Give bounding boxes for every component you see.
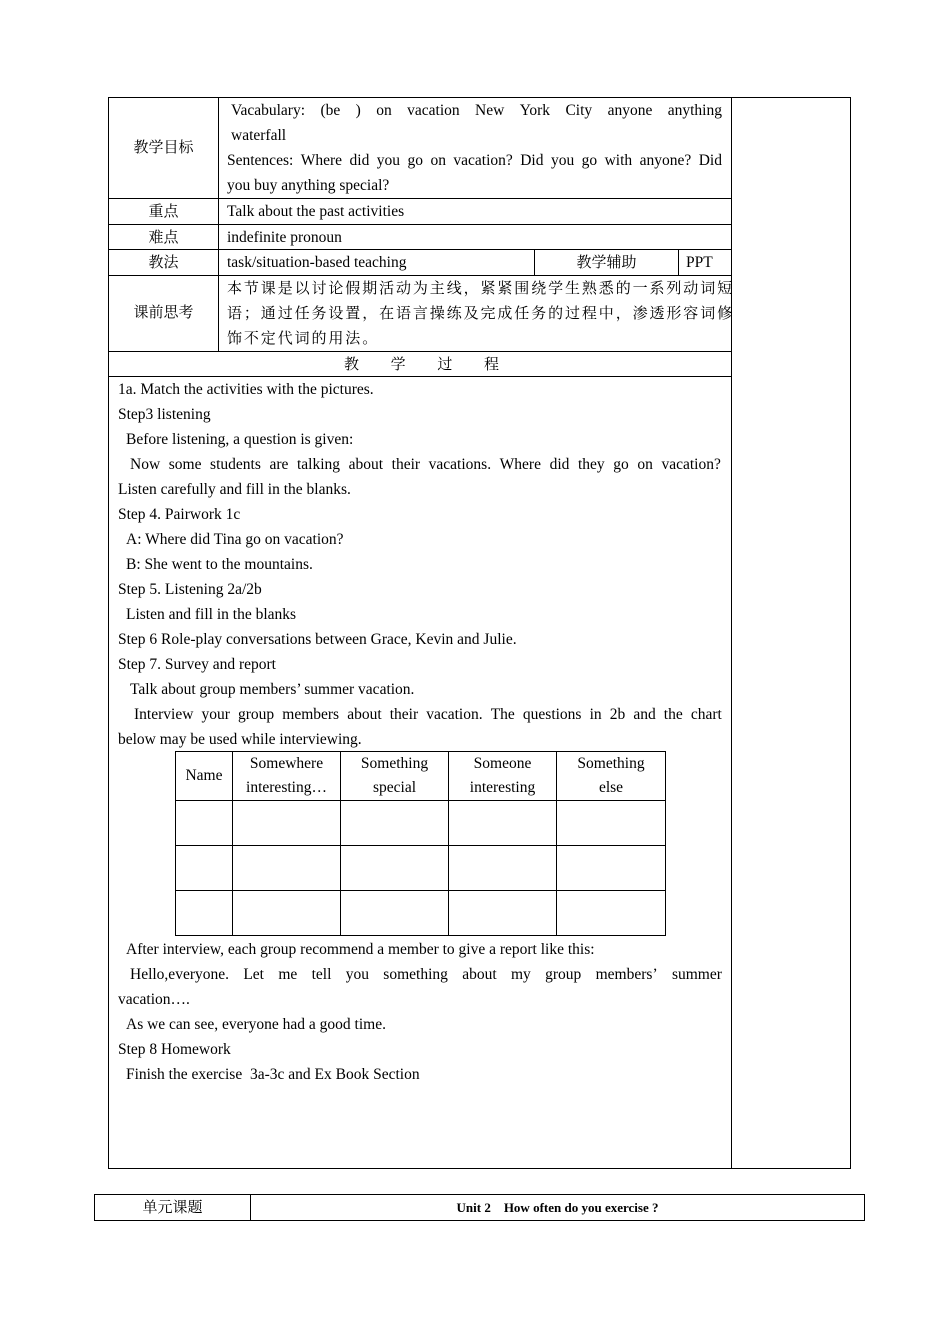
difficult-point-value: indefinite pronoun xyxy=(227,229,342,246)
vocabulary-line-2: waterfall xyxy=(231,127,287,144)
report-intro: After interview, each group recommend a member to give a report like this: xyxy=(126,941,595,958)
step-3-heading: Step3 listening xyxy=(118,406,211,423)
step-3-instruction-line-1 xyxy=(130,452,721,477)
sentence-word: go xyxy=(581,152,598,169)
step-7-heading: Step 7. Survey and report xyxy=(118,656,276,673)
sentence-word: did xyxy=(349,152,370,169)
instruction-word: did xyxy=(549,456,570,473)
survey-cell[interactable] xyxy=(233,891,341,936)
unit-label: 单元课题 xyxy=(142,1198,203,1216)
instruction-word: talking xyxy=(296,456,341,473)
right-margin-column-divider xyxy=(731,97,732,1169)
vocabulary-word: (be xyxy=(320,102,341,119)
survey-header-something-else: Something else xyxy=(557,752,666,801)
survey-cell[interactable] xyxy=(233,801,341,846)
instruction-word: vacation. xyxy=(426,706,483,723)
vocabulary-word: York xyxy=(519,102,551,119)
sentence-word: anyone? xyxy=(639,152,692,169)
unit-table xyxy=(94,1194,865,1221)
process-header-char: 学 xyxy=(390,355,406,373)
report-word: Let xyxy=(243,966,264,983)
instruction-word: their xyxy=(391,456,421,473)
process-header xyxy=(344,352,499,376)
instruction-word: are xyxy=(269,456,289,473)
survey-table xyxy=(175,751,666,936)
report-word: me xyxy=(278,966,298,983)
survey-row xyxy=(176,846,666,891)
report-word: Hello,everyone. xyxy=(130,966,229,983)
report-word: something xyxy=(383,966,448,983)
survey-cell[interactable] xyxy=(557,891,666,936)
sentences-line-2: you buy anything special? xyxy=(227,177,390,194)
step-6-heading: Step 6 Role-play conversations between Grace, Kevin and Julie. xyxy=(118,631,517,648)
key-point-label: 重点 xyxy=(148,202,179,220)
key-point-value: Talk about the past activities xyxy=(227,203,405,220)
method-value: task/situation-based teaching xyxy=(227,254,407,271)
report-word: you xyxy=(345,966,369,983)
instruction-word: vacations. xyxy=(428,456,492,473)
vocabulary-word: anyone xyxy=(607,102,653,119)
survey-cell[interactable] xyxy=(176,891,233,936)
reflection-line-2: 语；通过任务设置，在语言操练及完成任务的过程中，渗透形容词修 xyxy=(227,304,735,322)
step-4-dialog-b: B: She went to the mountains. xyxy=(126,556,313,573)
step-7-talk: Talk about group members’ summer vacation. xyxy=(130,681,415,698)
survey-cell[interactable] xyxy=(449,801,557,846)
instruction-word: group xyxy=(238,706,275,723)
instruction-word: about xyxy=(348,456,384,473)
instruction-word: 2b xyxy=(609,706,626,723)
survey-row xyxy=(176,801,666,846)
sentences-line-1 xyxy=(227,148,722,173)
instruction-word: The xyxy=(490,706,515,723)
survey-cell[interactable] xyxy=(176,801,233,846)
instruction-word: the xyxy=(663,706,683,723)
instruction-word: your xyxy=(201,706,230,723)
instruction-word: on xyxy=(637,456,653,473)
sentence-word: Did xyxy=(520,152,544,169)
sentence-word: vacation? xyxy=(453,152,513,169)
instruction-word: students xyxy=(210,456,261,473)
teaching-aid-label: 教学辅助 xyxy=(576,253,637,271)
report-word: members’ xyxy=(595,966,658,983)
instruction-word: they xyxy=(577,456,605,473)
vocabulary-word: on xyxy=(376,102,392,119)
vocabulary-line xyxy=(231,98,722,123)
main-table-border-bottom xyxy=(108,1168,851,1169)
sentence-word: you xyxy=(376,152,401,169)
survey-header-row xyxy=(176,752,666,801)
step-7-interview-line-2: below may be used while interviewing. xyxy=(118,731,362,748)
reflection-line-3: 饰不定代词的用法。 xyxy=(227,329,380,347)
survey-header-someone: Someone interesting xyxy=(449,752,557,801)
instruction-word: some xyxy=(168,456,202,473)
sentence-word: Where xyxy=(300,152,343,169)
objectives-label: 教学目标 xyxy=(133,138,194,156)
process-header-char: 过 xyxy=(437,355,453,373)
instruction-word: chart xyxy=(690,706,722,723)
instruction-word: in xyxy=(589,706,602,723)
instruction-word: Now xyxy=(130,456,161,473)
report-word: tell xyxy=(311,966,332,983)
vocabulary-word: City xyxy=(565,102,593,119)
instruction-word: Interview xyxy=(134,706,194,723)
step-1a: 1a. Match the activities with the pictures. xyxy=(118,381,374,398)
step-3-question: Before listening, a question is given: xyxy=(126,431,354,448)
vocabulary-word: vacation xyxy=(407,102,460,119)
method-cell-divider xyxy=(678,249,679,276)
step-5-instruction: Listen and fill in the blanks xyxy=(126,606,297,623)
survey-header-somewhere: Somewhere interesting… xyxy=(233,752,341,801)
vocabulary-word: ) xyxy=(355,102,361,119)
instruction-word: Where xyxy=(499,456,541,473)
report-word: about xyxy=(462,966,497,983)
survey-cell[interactable] xyxy=(449,891,557,936)
survey-cell[interactable] xyxy=(557,846,666,891)
survey-header-something-special: Something special xyxy=(341,752,449,801)
survey-cell[interactable] xyxy=(341,846,449,891)
difficult-point-label: 难点 xyxy=(148,228,179,246)
survey-row xyxy=(176,891,666,936)
step-3-instruction-line-2: Listen carefully and fill in the blanks. xyxy=(118,481,351,498)
vocabulary-word: New xyxy=(475,102,505,119)
reflection-line-1: 本节课是以讨论假期活动为主线，紧紧围绕学生熟悉的一系列动词短 xyxy=(227,279,735,297)
method-label: 教法 xyxy=(148,253,179,271)
step-5-heading: Step 5. Listening 2a/2b xyxy=(118,581,262,598)
reflection-label: 课前思考 xyxy=(133,303,194,321)
report-word: my xyxy=(510,966,531,983)
report-example-line-1 xyxy=(130,962,722,987)
vocabulary-word: anything xyxy=(667,102,722,119)
vocabulary-word: Vacabulary: xyxy=(231,102,306,119)
sentence-word: on xyxy=(430,152,446,169)
main-table-border-right xyxy=(850,97,851,1169)
instruction-word: go xyxy=(613,456,629,473)
survey-header-name: Name xyxy=(176,752,233,801)
report-example-line-2: vacation…. xyxy=(118,991,190,1008)
sentence-word: go xyxy=(407,152,423,169)
sentence-word: you xyxy=(550,152,575,169)
sentence-word: with xyxy=(604,152,633,169)
process-header-char: 教 xyxy=(344,355,360,373)
unit-title: Unit 2 How often do you exercise ? xyxy=(456,1200,659,1215)
report-word: summer xyxy=(671,966,722,983)
instruction-word: questions xyxy=(522,706,582,723)
teaching-aid-value: PPT xyxy=(686,254,713,271)
survey-cell[interactable] xyxy=(341,801,449,846)
process-header-char: 程 xyxy=(483,355,499,373)
instruction-word: vacation? xyxy=(661,456,721,473)
step-7-interview-line-1 xyxy=(134,702,722,727)
step-8-heading: Step 8 Homework xyxy=(118,1041,231,1058)
instruction-word: members xyxy=(282,706,340,723)
instruction-word: their xyxy=(389,706,419,723)
step-8-homework: Finish the exercise 3a-3c and Ex Book Section xyxy=(126,1066,420,1083)
step-4-heading: Step 4. Pairwork 1c xyxy=(118,506,241,523)
step-4-dialog-a: A: Where did Tina go on vacation? xyxy=(126,531,344,548)
survey-cell[interactable] xyxy=(341,891,449,936)
survey-cell[interactable] xyxy=(233,846,341,891)
survey-cell[interactable] xyxy=(176,846,233,891)
instruction-word: and xyxy=(633,706,656,723)
survey-cell[interactable] xyxy=(449,846,557,891)
sentence-word: Sentences: xyxy=(227,152,294,169)
sentence-word: Did xyxy=(698,152,722,169)
report-conclusion: As we can see, everyone had a good time. xyxy=(126,1016,386,1033)
survey-cell[interactable] xyxy=(557,801,666,846)
instruction-word: about xyxy=(347,706,382,723)
report-word: group xyxy=(545,966,582,983)
